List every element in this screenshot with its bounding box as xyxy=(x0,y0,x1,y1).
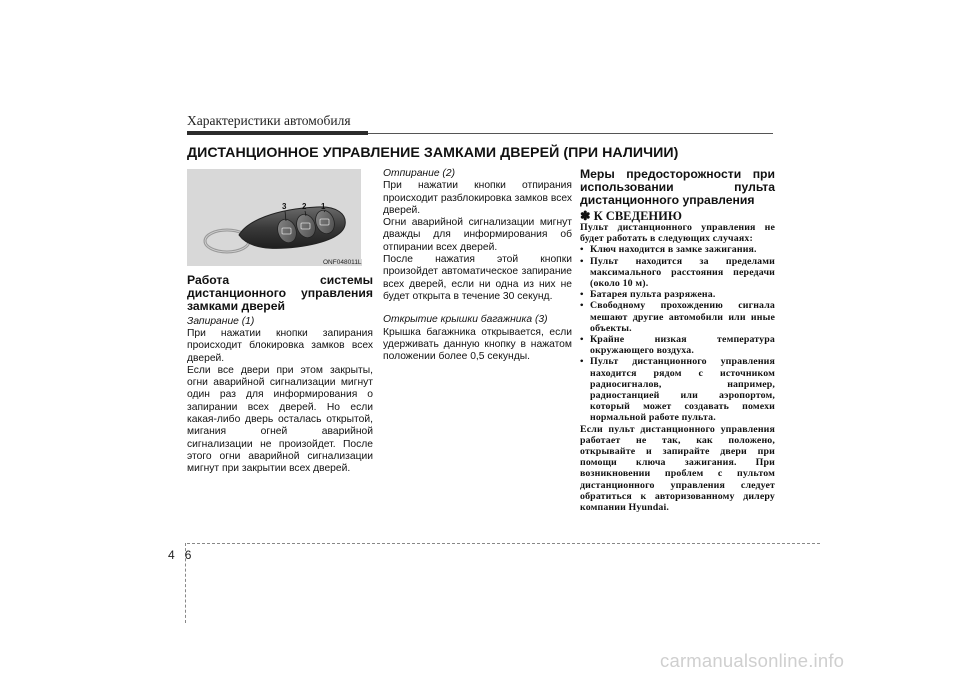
notice-closing: Если пульт дистанционного управления работает не так, как положено, открывайте и запирайте двери при помощи ключа зажигания. При возникновении проблем с пультом дистанционного управления следует обратиться к авторизованному дилеру компании Hyundai. xyxy=(580,423,775,513)
header-rule-thick xyxy=(187,131,368,135)
list-item: • Пульт находится за пределами максимального расстояния передачи (около 10 м). xyxy=(580,256,775,290)
list-item: • Пульт дистанционного управления находится рядом с источником радиосигналов, например, радиостанцией или аэропортом, который может создавать помехи нормальной работе пульта. xyxy=(580,356,775,423)
trunk-subheading: Открытие крышки багажника (3) xyxy=(383,314,548,326)
callout-1: 1 xyxy=(321,202,326,211)
page-index: 6 xyxy=(184,548,192,562)
page-number xyxy=(168,548,191,562)
unlock-paragraph-1: При нажатии кнопки отпирания происходит разблокировка замков всех дверей. xyxy=(383,180,572,216)
remote-operation-heading: Работа системы дистанционного управления замками дверей xyxy=(187,273,373,314)
key-fob-image xyxy=(187,169,361,266)
unlock-paragraph-2: Огни аварийной сигнализации мигнут дважды для информирования об отпирании всех дверей. xyxy=(383,217,572,253)
list-item: • Свободному прохождению сигнала мешают другие автомобили или иные объекты. xyxy=(580,300,775,334)
notice-bullet-list xyxy=(580,244,775,423)
column-1 xyxy=(187,274,373,475)
watermark-link[interactable]: carmanualsonline.info xyxy=(660,650,845,671)
list-item: • Батарея пульта разряжена. xyxy=(580,289,775,300)
unlock-paragraph-3: После нажатия этой кнопки произойдет автоматическое запирание всех дверей, если ни одна из них не будет открыта в течение 30 секунд. xyxy=(383,254,572,302)
notice-intro: Пульт дистанционного управления не будет работать в следующих случаях: xyxy=(580,221,775,245)
header-rule-thin xyxy=(368,133,773,134)
callout-3: 3 xyxy=(282,202,287,211)
page-chapter: 4 xyxy=(168,548,175,562)
list-item: • Крайне низкая температура окружающего воздуха. xyxy=(580,334,775,356)
unlock-subheading: Отпирание (2) xyxy=(383,168,455,179)
list-item: • Ключ находится в замке зажигания. xyxy=(580,244,775,255)
running-header: Характеристики автомобиля xyxy=(187,113,351,128)
column-3 xyxy=(580,168,775,513)
section-title: ДИСТАНЦИОННОЕ УПРАВЛЕНИЕ ЗАМКАМИ ДВЕРЕЙ (ПРИ НАЛИЧИИ) xyxy=(187,145,679,161)
footer-rule xyxy=(187,543,820,544)
lock-paragraph-1: При нажатии кнопки запирания происходит блокировка замков всех дверей. xyxy=(187,327,373,364)
trunk-paragraph-1: Крышка багажника открывается, если удерживать данную кнопку в нажатом положении более 0,5 секунды. xyxy=(383,326,572,363)
notice-title: ✽ К СВЕДЕНИЮ xyxy=(580,208,682,223)
callout-2: 2 xyxy=(302,202,307,211)
column-2 xyxy=(383,168,572,363)
figure-caption: ONF048011L xyxy=(323,259,362,266)
precautions-heading: Меры предосторожности при использовании пульта дистанционного управления xyxy=(580,167,775,208)
key-fob-figure xyxy=(187,169,361,266)
lock-subheading: Запирание (1) xyxy=(187,315,255,327)
lock-paragraph-2: Если все двери при этом закрыты, огни аварийной сигнализации мигнут один раз для информирования о запирании всех дверей. Но если какая-либо дверь осталась открытой, мигания огней аварийной сигнализации не произойдет. После этого огни аварийной сигнализации мигнут при закрытии всех дверей. xyxy=(187,364,373,475)
